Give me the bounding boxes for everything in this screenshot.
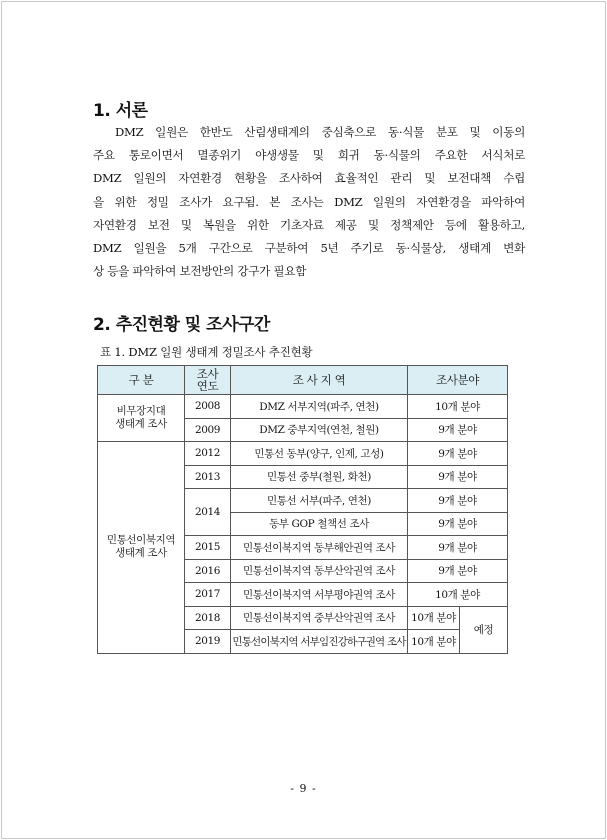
section-1-paragraph bbox=[93, 121, 525, 283]
cell-planned: 예정 bbox=[460, 606, 508, 653]
paragraph-line: 을 위한 정밀 조사가 요구됨. 본 조사는 DMZ 일원의 자연환경을 파악하여 bbox=[93, 194, 525, 209]
section-2-heading: 2. 추진현황 및 조사구간 bbox=[93, 315, 270, 335]
page-number: - 9 - bbox=[290, 782, 317, 795]
group-civilian-control: 민통선이북지역 생태계 조사 bbox=[98, 442, 185, 654]
group-dmz: 비무장지대 생태계 조사 bbox=[98, 395, 185, 442]
cell-region: 민통선 동부(양구, 인제, 고성) bbox=[231, 442, 408, 466]
table-row bbox=[98, 395, 508, 419]
cell-year: 2013 bbox=[185, 465, 231, 489]
table-row bbox=[98, 442, 508, 466]
cell-field: 9개 분야 bbox=[408, 536, 508, 560]
cell-field: 9개 분야 bbox=[408, 489, 508, 513]
cell-field: 10개 분야 bbox=[408, 583, 508, 607]
table-caption: 표 1. DMZ 일원 생태계 정밀조사 추진현황 bbox=[100, 345, 313, 359]
cell-year: 2018 bbox=[185, 606, 231, 630]
paragraph-line: DMZ 일원을 5개 구간으로 구분하여 5년 주기로 동·식물상, 생태계 변화 bbox=[93, 240, 525, 255]
cell-field: 9개 분야 bbox=[408, 465, 508, 489]
cell-year: 2017 bbox=[185, 583, 231, 607]
cell-region: 민통선이북지역 서부평야권역 조사 bbox=[231, 583, 408, 607]
paragraph-line: DMZ 일원의 자연환경 현황을 조사하여 효율적인 관리 및 보전대책 수립 bbox=[93, 171, 525, 186]
survey-status-table bbox=[97, 365, 508, 654]
cell-region: 민통선 서부(파주, 연천) bbox=[231, 489, 408, 513]
cell-region: 민통선이북지역 서부임진강하구권역 조사 bbox=[231, 630, 408, 654]
paragraph-line: DMZ 일원은 한반도 산림생태계의 중심축으로 동·식물 분포 및 이동의 bbox=[115, 125, 525, 139]
cell-year: 2009 bbox=[185, 418, 231, 442]
paragraph-line: 자연환경 보전 및 복원을 위한 기초자료 제공 및 정책제안 등에 활용하고, bbox=[93, 217, 525, 232]
cell-field: 10개 분야 bbox=[408, 630, 460, 654]
header-year: 조사 연도 bbox=[185, 366, 231, 395]
cell-year: 2012 bbox=[185, 442, 231, 466]
cell-region: 민통선이북지역 동부산악권역 조사 bbox=[231, 559, 408, 583]
section-1-heading: 1. 서론 bbox=[93, 101, 148, 121]
cell-field: 10개 분야 bbox=[408, 395, 508, 419]
cell-year: 2014 bbox=[185, 489, 231, 536]
paragraph-line: 상 등을 파악하여 보전방안의 강구가 필요함 bbox=[93, 264, 307, 279]
cell-region: DMZ 중부지역(연천, 철원) bbox=[231, 418, 408, 442]
header-field: 조사분야 bbox=[408, 366, 508, 395]
cell-region: 동부 GOP 철책선 조사 bbox=[231, 512, 408, 536]
cell-field: 9개 분야 bbox=[408, 442, 508, 466]
cell-year: 2015 bbox=[185, 536, 231, 560]
cell-field: 9개 분야 bbox=[408, 512, 508, 536]
cell-year: 2008 bbox=[185, 395, 231, 419]
cell-year: 2016 bbox=[185, 559, 231, 583]
cell-year: 2019 bbox=[185, 630, 231, 654]
cell-field: 10개 분야 bbox=[408, 606, 460, 630]
paragraph-line: 주요 통로이면서 멸종위기 야생생물 및 희귀 동·식물의 주요한 서식처로 bbox=[93, 148, 525, 163]
cell-region: 민통선이북지역 중부산악권역 조사 bbox=[231, 606, 408, 630]
cell-region: 민통선 중부(철원, 화천) bbox=[231, 465, 408, 489]
cell-field: 9개 분야 bbox=[408, 559, 508, 583]
cell-region: DMZ 서부지역(파주, 연천) bbox=[231, 395, 408, 419]
header-category: 구 분 bbox=[98, 366, 185, 395]
header-region: 조 사 지 역 bbox=[231, 366, 408, 395]
cell-field: 9개 분야 bbox=[408, 418, 508, 442]
table-header-row bbox=[98, 366, 508, 395]
cell-region: 민통선이북지역 동부해안권역 조사 bbox=[231, 536, 408, 560]
